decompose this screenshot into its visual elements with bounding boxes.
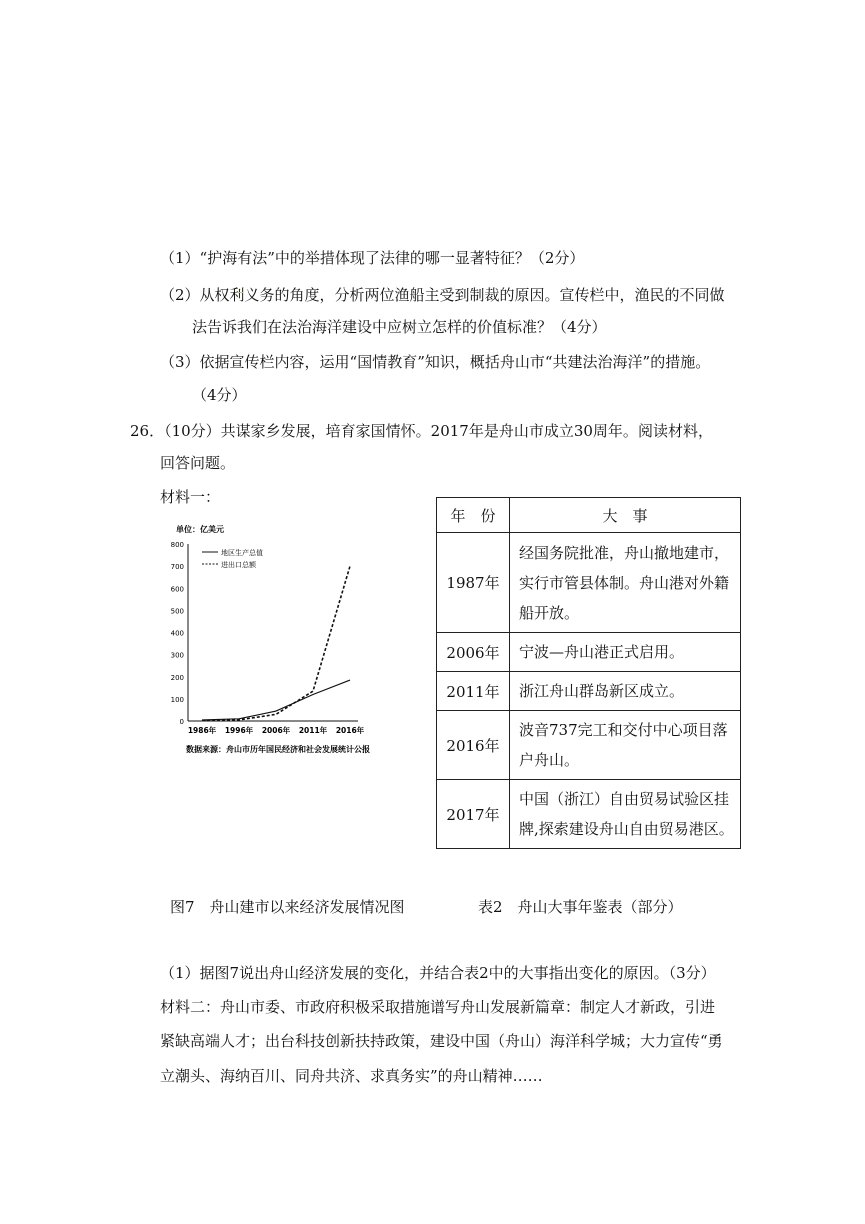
legend-label: 地区生产总值: [221, 549, 263, 557]
question-2-text-cont: 法告诉我们在法治海洋建设中应树立怎样的价值标准？（4分）: [192, 318, 607, 336]
x-tick-label: 1996年: [224, 726, 254, 735]
event-line: 户舟山。: [519, 751, 580, 769]
material-2-text: 材料二：舟山市委、市政府积极采取措施谱写舟山发展新篇章：制定人才新政，引进: [160, 998, 716, 1016]
table-cell-event: [510, 672, 741, 711]
table-caption: 表2 舟山大事年鉴表（部分）: [478, 898, 683, 916]
table-cell-event: [510, 633, 741, 672]
table-row: [437, 672, 741, 711]
table-cell-year: 2016年: [437, 711, 510, 780]
material-2-text-cont2: 立潮头、海纳百川、同舟共济、求真务实”的舟山精神……: [160, 1067, 543, 1085]
event-line: 经国务院批准，舟山撤地建市，: [519, 543, 730, 562]
table-cell-year: 2006年: [437, 633, 510, 672]
series-line-gdp: [202, 680, 350, 720]
x-tick-label: 2011年: [298, 726, 328, 735]
y-tick-label: 300: [170, 651, 184, 660]
event-line: 实行市管县体制。舟山港对外籍: [519, 573, 730, 592]
y-tick-label: 800: [170, 541, 184, 549]
table-cell-year: 1987年: [437, 533, 510, 633]
y-tick-label: 200: [170, 673, 184, 682]
event-line: 宁波—舟山港正式启用。: [519, 643, 685, 661]
event-line: 船开放。: [519, 603, 580, 622]
event-line: 浙江舟山群岛新区成立。: [519, 682, 685, 700]
event-line: 牌,探索建设舟山自由贸易港区。: [519, 820, 734, 838]
chart-source: 数据来源：舟山市历年国民经济和社会发展统计公报: [186, 745, 370, 754]
y-tick-label: 700: [170, 563, 184, 572]
table-cell-event: [510, 711, 741, 780]
table-header-event: 大 事: [510, 498, 741, 533]
question-26-intro-cont: 回答问题。: [160, 454, 236, 472]
y-tick-label: 400: [170, 629, 184, 638]
legend-label: 进出口总额: [221, 561, 256, 569]
event-line: 中国（浙江）自由贸易试验区挂: [519, 790, 730, 808]
table-row: [437, 780, 741, 849]
events-table: [436, 497, 741, 849]
table-header-year: 年 份: [437, 498, 510, 533]
series-line-trade: [202, 566, 350, 720]
table-row: [437, 533, 741, 633]
table-cell-year: 2011年: [437, 672, 510, 711]
x-tick-label: 2016年: [335, 726, 365, 735]
question-2-text: （2）从权利义务的角度，分析两位渔船主受到制裁的原因。宣传栏中，渔民的不同做: [160, 286, 725, 304]
x-tick-label: 2006年: [261, 726, 291, 735]
event-line: 波音737完工和交付中心项目落: [519, 721, 728, 739]
question-26-1-text: （1）据图7说出舟山经济发展的变化，并结合表2中的大事指出变化的原因。（3分）: [160, 964, 716, 982]
question-3-text: （3）依据宣传栏内容，运用“国情教育”知识，概括舟山市“共建法治海洋”的措施。: [160, 353, 711, 371]
y-tick-label: 0: [179, 718, 184, 726]
y-tick-label: 600: [170, 585, 184, 594]
chart-unit-label: 单位：亿美元: [176, 525, 224, 534]
table-row: [437, 633, 741, 672]
y-tick-label: 500: [170, 607, 184, 616]
y-tick-label: 100: [170, 695, 184, 704]
material-1-label: 材料一：: [160, 488, 221, 506]
x-tick-label: 1986年: [187, 726, 217, 735]
question-26-intro: 26．（10分）共谋家乡发展，培育家国情怀。2017年是舟山市成立30周年。阅读材料，: [130, 422, 713, 440]
material-2-text-cont1: 紧缺高端人才；出台科技创新扶持政策，建设中国（舟山）海洋科学城；大力宣传“勇: [160, 1032, 723, 1050]
table-cell-year: 2017年: [437, 780, 510, 849]
economy-line-chart: [168, 516, 403, 761]
table-cell-event: [510, 533, 741, 633]
table-cell-event: [510, 780, 741, 849]
question-1-text: （1）“护海有法”中的举措体现了法律的哪一显著特征？（2分）: [160, 249, 585, 267]
question-3-score: （4分）: [192, 386, 247, 404]
figure-caption: 图7 舟山建市以来经济发展情况图: [170, 898, 405, 916]
edit-mark: [237, 288, 243, 293]
table-row: [437, 711, 741, 780]
